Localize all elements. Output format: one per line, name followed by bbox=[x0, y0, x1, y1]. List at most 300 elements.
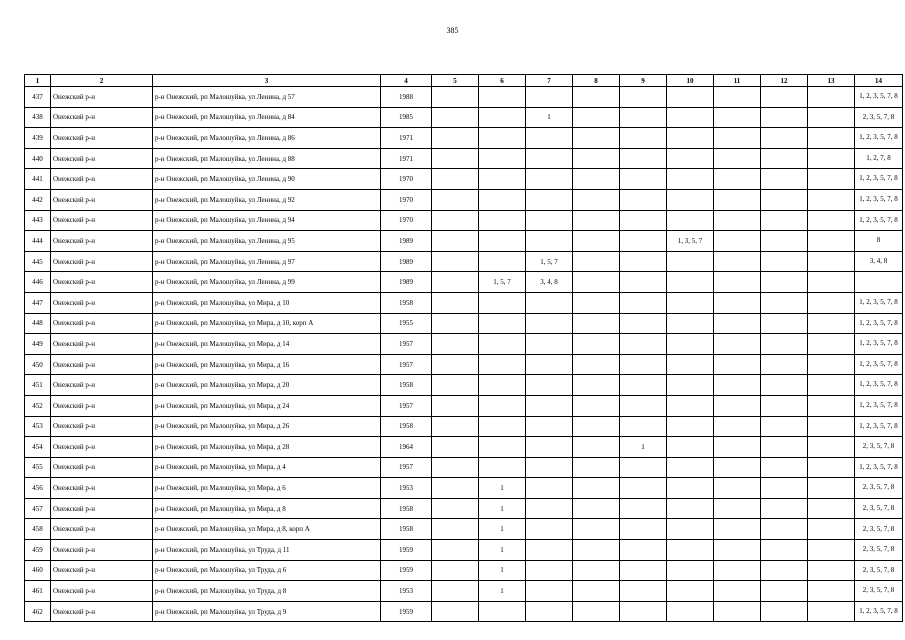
cell-col-8 bbox=[573, 292, 620, 313]
column-header-4: 4 bbox=[381, 75, 432, 87]
cell-col-11 bbox=[714, 416, 761, 437]
table-row bbox=[25, 478, 903, 499]
cell-col-3: р-н Онежский, рп Малошуйка, ул Мира, д 6 bbox=[153, 478, 381, 499]
cell-col-14: 1, 2, 3, 5, 7, 8 bbox=[855, 210, 903, 231]
cell-col-1: 439 bbox=[25, 128, 51, 149]
cell-col-11 bbox=[714, 334, 761, 355]
cell-col-12 bbox=[761, 375, 808, 396]
table-row bbox=[25, 601, 903, 622]
cell-col-12 bbox=[761, 354, 808, 375]
column-header-13: 13 bbox=[808, 75, 855, 87]
table-row bbox=[25, 437, 903, 458]
cell-col-10 bbox=[667, 292, 714, 313]
cell-col-7: 1 bbox=[526, 107, 573, 128]
cell-col-1: 456 bbox=[25, 478, 51, 499]
cell-col-10 bbox=[667, 169, 714, 190]
cell-col-1: 454 bbox=[25, 437, 51, 458]
cell-col-9 bbox=[620, 498, 667, 519]
cell-col-5 bbox=[432, 560, 479, 581]
cell-col-11 bbox=[714, 498, 761, 519]
cell-col-7 bbox=[526, 128, 573, 149]
cell-col-12 bbox=[761, 272, 808, 293]
cell-col-12 bbox=[761, 478, 808, 499]
cell-col-7 bbox=[526, 169, 573, 190]
cell-col-13 bbox=[808, 107, 855, 128]
cell-col-9 bbox=[620, 334, 667, 355]
table-row bbox=[25, 395, 903, 416]
cell-col-1: 451 bbox=[25, 375, 51, 396]
cell-col-14: 2, 3, 5, 7, 8 bbox=[855, 107, 903, 128]
cell-col-12 bbox=[761, 601, 808, 622]
cell-col-6 bbox=[479, 210, 526, 231]
cell-col-1: 443 bbox=[25, 210, 51, 231]
column-header-6: 6 bbox=[479, 75, 526, 87]
cell-col-2: Онежский р-н bbox=[51, 251, 153, 272]
cell-col-7 bbox=[526, 601, 573, 622]
cell-col-5 bbox=[432, 292, 479, 313]
cell-col-8 bbox=[573, 87, 620, 108]
cell-col-10 bbox=[667, 87, 714, 108]
cell-col-9 bbox=[620, 354, 667, 375]
cell-col-6 bbox=[479, 395, 526, 416]
cell-col-13 bbox=[808, 519, 855, 540]
cell-col-7 bbox=[526, 375, 573, 396]
cell-col-2: Онежский р-н bbox=[51, 169, 153, 190]
cell-col-7 bbox=[526, 560, 573, 581]
cell-col-4: 1957 bbox=[381, 457, 432, 478]
cell-col-1: 438 bbox=[25, 107, 51, 128]
cell-col-8 bbox=[573, 437, 620, 458]
cell-col-2: Онежский р-н bbox=[51, 231, 153, 252]
cell-col-5 bbox=[432, 148, 479, 169]
cell-col-6 bbox=[479, 292, 526, 313]
cell-col-7 bbox=[526, 581, 573, 602]
cell-col-12 bbox=[761, 189, 808, 210]
cell-col-14: 2, 3, 5, 7, 8 bbox=[855, 519, 903, 540]
cell-col-13 bbox=[808, 581, 855, 602]
cell-col-6: 1 bbox=[479, 478, 526, 499]
cell-col-8 bbox=[573, 601, 620, 622]
table-row bbox=[25, 231, 903, 252]
column-header-11: 11 bbox=[714, 75, 761, 87]
cell-col-4: 1957 bbox=[381, 395, 432, 416]
cell-col-3: р-н Онежский, рп Малошуйка, ул Ленина, д 97 bbox=[153, 251, 381, 272]
cell-col-6 bbox=[479, 416, 526, 437]
cell-col-10 bbox=[667, 581, 714, 602]
cell-col-14: 1, 2, 3, 5, 7, 8 bbox=[855, 395, 903, 416]
cell-col-9 bbox=[620, 210, 667, 231]
table-row bbox=[25, 189, 903, 210]
cell-col-11 bbox=[714, 169, 761, 190]
column-header-2: 2 bbox=[51, 75, 153, 87]
cell-col-11 bbox=[714, 210, 761, 231]
cell-col-10 bbox=[667, 354, 714, 375]
cell-col-8 bbox=[573, 560, 620, 581]
cell-col-4: 1988 bbox=[381, 87, 432, 108]
cell-col-10 bbox=[667, 498, 714, 519]
cell-col-2: Онежский р-н bbox=[51, 189, 153, 210]
cell-col-3: р-н Онежский, рп Малошуйка, ул Мира, д 10 bbox=[153, 292, 381, 313]
cell-col-3: р-н Онежский, рп Малошуйка, ул Мира, д 8, корп А bbox=[153, 519, 381, 540]
cell-col-5 bbox=[432, 437, 479, 458]
cell-col-6 bbox=[479, 87, 526, 108]
cell-col-3: р-н Онежский, рп Малошуйка, ул Труда, д 11 bbox=[153, 540, 381, 561]
cell-col-11 bbox=[714, 189, 761, 210]
table-row bbox=[25, 581, 903, 602]
cell-col-13 bbox=[808, 292, 855, 313]
cell-col-6 bbox=[479, 231, 526, 252]
cell-col-1: 445 bbox=[25, 251, 51, 272]
cell-col-9 bbox=[620, 231, 667, 252]
cell-col-4: 1959 bbox=[381, 560, 432, 581]
cell-col-13 bbox=[808, 540, 855, 561]
cell-col-14: 1, 2, 3, 5, 7, 8 bbox=[855, 189, 903, 210]
cell-col-8 bbox=[573, 334, 620, 355]
cell-col-8 bbox=[573, 128, 620, 149]
cell-col-13 bbox=[808, 354, 855, 375]
cell-col-6 bbox=[479, 334, 526, 355]
cell-col-11 bbox=[714, 128, 761, 149]
cell-col-10 bbox=[667, 148, 714, 169]
cell-col-12 bbox=[761, 498, 808, 519]
cell-col-12 bbox=[761, 437, 808, 458]
cell-col-2: Онежский р-н bbox=[51, 128, 153, 149]
cell-col-1: 442 bbox=[25, 189, 51, 210]
cell-col-13 bbox=[808, 210, 855, 231]
cell-col-6 bbox=[479, 148, 526, 169]
cell-col-9 bbox=[620, 519, 667, 540]
cell-col-10: 1, 3, 5, 7 bbox=[667, 231, 714, 252]
column-header-12: 12 bbox=[761, 75, 808, 87]
cell-col-11 bbox=[714, 148, 761, 169]
cell-col-5 bbox=[432, 210, 479, 231]
cell-col-9 bbox=[620, 107, 667, 128]
cell-col-4: 1958 bbox=[381, 416, 432, 437]
cell-col-8 bbox=[573, 148, 620, 169]
cell-col-10 bbox=[667, 210, 714, 231]
cell-col-2: Онежский р-н bbox=[51, 107, 153, 128]
cell-col-13 bbox=[808, 601, 855, 622]
cell-col-2: Онежский р-н bbox=[51, 437, 153, 458]
cell-col-10 bbox=[667, 128, 714, 149]
cell-col-9 bbox=[620, 375, 667, 396]
cell-col-12 bbox=[761, 87, 808, 108]
cell-col-11 bbox=[714, 581, 761, 602]
table-row bbox=[25, 87, 903, 108]
cell-col-2: Онежский р-н bbox=[51, 560, 153, 581]
table-row bbox=[25, 292, 903, 313]
cell-col-8 bbox=[573, 189, 620, 210]
column-header-1: 1 bbox=[25, 75, 51, 87]
cell-col-4: 1958 bbox=[381, 498, 432, 519]
cell-col-3: р-н Онежский, рп Малошуйка, ул Мира, д 4 bbox=[153, 457, 381, 478]
cell-col-12 bbox=[761, 292, 808, 313]
cell-col-14: 8 bbox=[855, 231, 903, 252]
cell-col-6 bbox=[479, 437, 526, 458]
cell-col-14: 1, 2, 3, 5, 7, 8 bbox=[855, 354, 903, 375]
cell-col-1: 457 bbox=[25, 498, 51, 519]
cell-col-14: 1, 2, 3, 5, 7, 8 bbox=[855, 87, 903, 108]
cell-col-6 bbox=[479, 375, 526, 396]
cell-col-4: 1964 bbox=[381, 437, 432, 458]
cell-col-2: Онежский р-н bbox=[51, 375, 153, 396]
cell-col-13 bbox=[808, 395, 855, 416]
cell-col-11 bbox=[714, 478, 761, 499]
cell-col-14: 2, 3, 5, 7, 8 bbox=[855, 478, 903, 499]
cell-col-2: Онежский р-н bbox=[51, 272, 153, 293]
cell-col-9 bbox=[620, 292, 667, 313]
cell-col-11 bbox=[714, 519, 761, 540]
cell-col-9 bbox=[620, 560, 667, 581]
table-row bbox=[25, 313, 903, 334]
cell-col-11 bbox=[714, 87, 761, 108]
cell-col-14: 1, 2, 3, 5, 7, 8 bbox=[855, 416, 903, 437]
cell-col-13 bbox=[808, 272, 855, 293]
cell-col-6: 1, 5, 7 bbox=[479, 272, 526, 293]
cell-col-2: Онежский р-н bbox=[51, 416, 153, 437]
cell-col-11 bbox=[714, 251, 761, 272]
column-header-7: 7 bbox=[526, 75, 573, 87]
column-header-9: 9 bbox=[620, 75, 667, 87]
cell-col-8 bbox=[573, 169, 620, 190]
cell-col-6: 1 bbox=[479, 540, 526, 561]
cell-col-11 bbox=[714, 395, 761, 416]
cell-col-7: 3, 4, 8 bbox=[526, 272, 573, 293]
cell-col-9 bbox=[620, 128, 667, 149]
cell-col-14: 1, 2, 7, 8 bbox=[855, 148, 903, 169]
cell-col-10 bbox=[667, 375, 714, 396]
cell-col-5 bbox=[432, 375, 479, 396]
cell-col-9 bbox=[620, 148, 667, 169]
cell-col-3: р-н Онежский, рп Малошуйка, ул Мира, д 8 bbox=[153, 498, 381, 519]
cell-col-3: р-н Онежский, рп Малошуйка, ул Ленина, д 94 bbox=[153, 210, 381, 231]
cell-col-4: 1958 bbox=[381, 375, 432, 396]
cell-col-2: Онежский р-н bbox=[51, 519, 153, 540]
cell-col-1: 460 bbox=[25, 560, 51, 581]
table-row bbox=[25, 560, 903, 581]
table-body bbox=[25, 87, 903, 622]
cell-col-2: Онежский р-н bbox=[51, 478, 153, 499]
cell-col-5 bbox=[432, 581, 479, 602]
cell-col-1: 453 bbox=[25, 416, 51, 437]
table-row bbox=[25, 457, 903, 478]
cell-col-13 bbox=[808, 478, 855, 499]
cell-col-9 bbox=[620, 395, 667, 416]
cell-col-11 bbox=[714, 457, 761, 478]
cell-col-12 bbox=[761, 148, 808, 169]
cell-col-4: 1970 bbox=[381, 189, 432, 210]
cell-col-10 bbox=[667, 540, 714, 561]
cell-col-7 bbox=[526, 148, 573, 169]
cell-col-7 bbox=[526, 478, 573, 499]
cell-col-10 bbox=[667, 272, 714, 293]
cell-col-8 bbox=[573, 210, 620, 231]
cell-col-9 bbox=[620, 272, 667, 293]
cell-col-6: 1 bbox=[479, 498, 526, 519]
cell-col-7 bbox=[526, 354, 573, 375]
cell-col-14: 2, 3, 5, 7, 8 bbox=[855, 581, 903, 602]
cell-col-13 bbox=[808, 334, 855, 355]
cell-col-5 bbox=[432, 231, 479, 252]
table-row bbox=[25, 334, 903, 355]
cell-col-4: 1953 bbox=[381, 581, 432, 602]
cell-col-7 bbox=[526, 457, 573, 478]
cell-col-8 bbox=[573, 498, 620, 519]
cell-col-7 bbox=[526, 210, 573, 231]
housing-register-table bbox=[24, 74, 903, 622]
cell-col-2: Онежский р-н bbox=[51, 313, 153, 334]
cell-col-4: 1989 bbox=[381, 272, 432, 293]
table-row bbox=[25, 416, 903, 437]
cell-col-2: Онежский р-н bbox=[51, 87, 153, 108]
cell-col-7 bbox=[526, 519, 573, 540]
cell-col-6 bbox=[479, 189, 526, 210]
cell-col-2: Онежский р-н bbox=[51, 601, 153, 622]
cell-col-11 bbox=[714, 601, 761, 622]
cell-col-7 bbox=[526, 540, 573, 561]
cell-col-8 bbox=[573, 107, 620, 128]
cell-col-5 bbox=[432, 189, 479, 210]
cell-col-5 bbox=[432, 457, 479, 478]
cell-col-11 bbox=[714, 231, 761, 252]
cell-col-14 bbox=[855, 272, 903, 293]
cell-col-7 bbox=[526, 231, 573, 252]
cell-col-13 bbox=[808, 457, 855, 478]
cell-col-14: 1, 2, 3, 5, 7, 8 bbox=[855, 292, 903, 313]
cell-col-1: 450 bbox=[25, 354, 51, 375]
cell-col-14: 1, 2, 3, 5, 7, 8 bbox=[855, 128, 903, 149]
cell-col-3: р-н Онежский, рп Малошуйка, ул Ленина, д 95 bbox=[153, 231, 381, 252]
cell-col-3: р-н Онежский, рп Малошуйка, ул Мира, д 26 bbox=[153, 416, 381, 437]
cell-col-5 bbox=[432, 601, 479, 622]
cell-col-3: р-н Онежский, рп Малошуйка, ул Ленина, д 92 bbox=[153, 189, 381, 210]
cell-col-13 bbox=[808, 189, 855, 210]
cell-col-13 bbox=[808, 251, 855, 272]
cell-col-3: р-н Онежский, рп Малошуйка, ул Труда, д 8 bbox=[153, 581, 381, 602]
cell-col-2: Онежский р-н bbox=[51, 148, 153, 169]
cell-col-12 bbox=[761, 313, 808, 334]
cell-col-5 bbox=[432, 251, 479, 272]
cell-col-4: 1970 bbox=[381, 169, 432, 190]
cell-col-6 bbox=[479, 128, 526, 149]
cell-col-11 bbox=[714, 272, 761, 293]
cell-col-5 bbox=[432, 478, 479, 499]
cell-col-5 bbox=[432, 313, 479, 334]
cell-col-11 bbox=[714, 560, 761, 581]
cell-col-9 bbox=[620, 581, 667, 602]
table-row bbox=[25, 498, 903, 519]
cell-col-12 bbox=[761, 128, 808, 149]
cell-col-1: 437 bbox=[25, 87, 51, 108]
table-row bbox=[25, 169, 903, 190]
cell-col-6 bbox=[479, 313, 526, 334]
cell-col-10 bbox=[667, 437, 714, 458]
cell-col-12 bbox=[761, 251, 808, 272]
cell-col-7 bbox=[526, 189, 573, 210]
header-row bbox=[25, 75, 903, 87]
cell-col-4: 1989 bbox=[381, 251, 432, 272]
cell-col-3: р-н Онежский, рп Малошуйка, ул Ленина, д 86 bbox=[153, 128, 381, 149]
cell-col-7 bbox=[526, 334, 573, 355]
cell-col-5 bbox=[432, 498, 479, 519]
cell-col-10 bbox=[667, 313, 714, 334]
cell-col-8 bbox=[573, 416, 620, 437]
cell-col-12 bbox=[761, 519, 808, 540]
cell-col-3: р-н Онежский, рп Малошуйка, ул Труда, д 9 bbox=[153, 601, 381, 622]
table-row bbox=[25, 148, 903, 169]
cell-col-10 bbox=[667, 457, 714, 478]
cell-col-9 bbox=[620, 416, 667, 437]
cell-col-11 bbox=[714, 313, 761, 334]
column-header-8: 8 bbox=[573, 75, 620, 87]
cell-col-14: 1, 2, 3, 5, 7, 8 bbox=[855, 457, 903, 478]
cell-col-11 bbox=[714, 375, 761, 396]
cell-col-14: 3, 4, 8 bbox=[855, 251, 903, 272]
cell-col-12 bbox=[761, 540, 808, 561]
cell-col-5 bbox=[432, 540, 479, 561]
cell-col-7 bbox=[526, 292, 573, 313]
cell-col-4: 1959 bbox=[381, 540, 432, 561]
cell-col-10 bbox=[667, 416, 714, 437]
cell-col-13 bbox=[808, 231, 855, 252]
cell-col-3: р-н Онежский, рп Малошуйка, ул Мира, д 10, корп А bbox=[153, 313, 381, 334]
cell-col-8 bbox=[573, 519, 620, 540]
cell-col-10 bbox=[667, 601, 714, 622]
cell-col-2: Онежский р-н bbox=[51, 540, 153, 561]
cell-col-5 bbox=[432, 272, 479, 293]
cell-col-9: 1 bbox=[620, 437, 667, 458]
cell-col-14: 1, 2, 3, 5, 7, 8 bbox=[855, 334, 903, 355]
cell-col-13 bbox=[808, 87, 855, 108]
table-row bbox=[25, 540, 903, 561]
cell-col-13 bbox=[808, 375, 855, 396]
cell-col-4: 1989 bbox=[381, 231, 432, 252]
column-header-10: 10 bbox=[667, 75, 714, 87]
cell-col-11 bbox=[714, 437, 761, 458]
cell-col-9 bbox=[620, 87, 667, 108]
cell-col-5 bbox=[432, 334, 479, 355]
cell-col-1: 447 bbox=[25, 292, 51, 313]
cell-col-4: 1959 bbox=[381, 601, 432, 622]
cell-col-14: 1, 2, 3, 5, 7, 8 bbox=[855, 601, 903, 622]
cell-col-13 bbox=[808, 169, 855, 190]
cell-col-10 bbox=[667, 395, 714, 416]
cell-col-1: 461 bbox=[25, 581, 51, 602]
cell-col-6: 1 bbox=[479, 519, 526, 540]
cell-col-9 bbox=[620, 251, 667, 272]
cell-col-1: 444 bbox=[25, 231, 51, 252]
cell-col-11 bbox=[714, 107, 761, 128]
cell-col-7 bbox=[526, 395, 573, 416]
cell-col-1: 448 bbox=[25, 313, 51, 334]
cell-col-11 bbox=[714, 354, 761, 375]
cell-col-8 bbox=[573, 457, 620, 478]
column-header-5: 5 bbox=[432, 75, 479, 87]
cell-col-5 bbox=[432, 169, 479, 190]
cell-col-3: р-н Онежский, рп Малошуйка, ул Ленина, д 84 bbox=[153, 107, 381, 128]
cell-col-9 bbox=[620, 189, 667, 210]
cell-col-14: 2, 3, 5, 7, 8 bbox=[855, 498, 903, 519]
cell-col-8 bbox=[573, 540, 620, 561]
cell-col-4: 1971 bbox=[381, 148, 432, 169]
table-header bbox=[25, 75, 903, 87]
cell-col-2: Онежский р-н bbox=[51, 334, 153, 355]
page-number: 385 bbox=[446, 26, 459, 35]
cell-col-12 bbox=[761, 457, 808, 478]
cell-col-6: 1 bbox=[479, 560, 526, 581]
table-row bbox=[25, 375, 903, 396]
cell-col-3: р-н Онежский, рп Малошуйка, ул Мира, д 20 bbox=[153, 375, 381, 396]
